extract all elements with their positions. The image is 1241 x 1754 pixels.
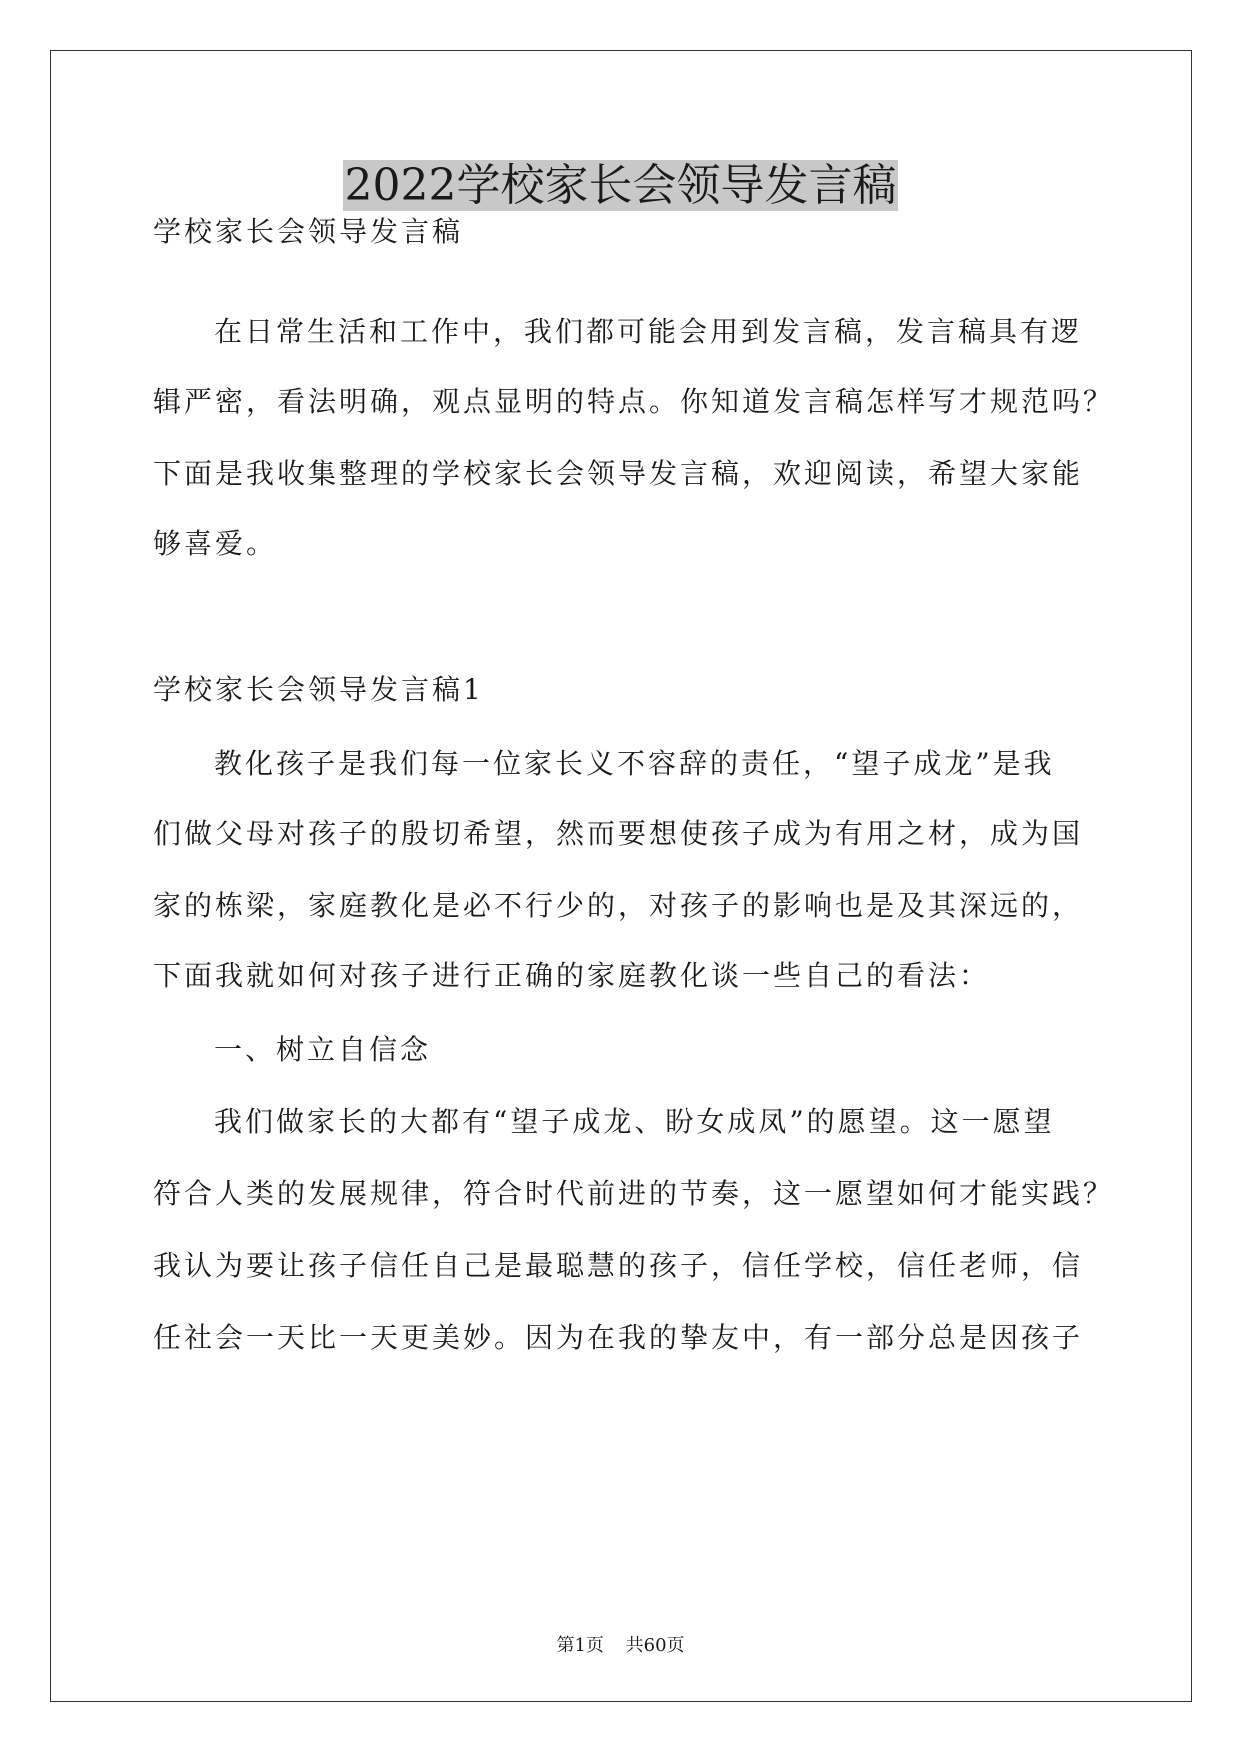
intro-line-2: 辑严密，看法明确，观点显明的特点。你知道发言稿怎样写才规范吗？ [153,385,1115,418]
document-title-text: 2022学校家长会领导发言稿 [344,160,897,211]
point-heading-1: 一、树立自信念 [214,1033,432,1066]
paragraph1-line-4: 下面我就如何对孩子进行正确的家庭教化谈一些自己的看法： [153,959,991,992]
paragraph2-line-4: 任社会一天比一天更美妙。因为在我的挚友中，有一部分总是因孩子 [153,1321,1084,1354]
paragraph1-line-2: 们做父母对孩子的殷切希望，然而要想使孩子成为有用之材，成为国 [153,817,1084,850]
document-subtitle: 学校家长会领导发言稿 [153,215,464,248]
intro-line-1: 在日常生活和工作中，我们都可能会用到发言稿，发言稿具有逻 [214,315,1083,348]
page-number: 第1页 [556,1635,604,1656]
intro-line-3: 下面是我收集整理的学校家长会领导发言稿，欢迎阅读，希望大家能 [153,457,1084,490]
page-border [50,50,1192,1702]
paragraph2-line-3: 我认为要让孩子信任自己是最聪慧的孩子，信任学校，信任老师，信 [153,1249,1084,1282]
paragraph2-line-1: 我们做家长的大都有“望子成龙、盼女成凤”的愿望。这一愿望 [214,1105,1055,1138]
document-title [0,156,1241,216]
page-footer [0,1634,1241,1658]
paragraph1-line-1: 教化孩子是我们每一位家长义不容辞的责任，“望子成龙”是我 [214,747,1055,780]
paragraph1-line-3: 家的栋梁，家庭教化是必不行少的，对孩子的影响也是及其深远的， [153,889,1084,922]
intro-line-4: 够喜爱。 [153,527,278,560]
section-heading: 学校家长会领导发言稿1 [153,673,484,706]
page-total: 共60页 [625,1635,685,1656]
paragraph2-line-2: 符合人类的发展规律，符合时代前进的节奏，这一愿望如何才能实践？ [153,1177,1115,1210]
